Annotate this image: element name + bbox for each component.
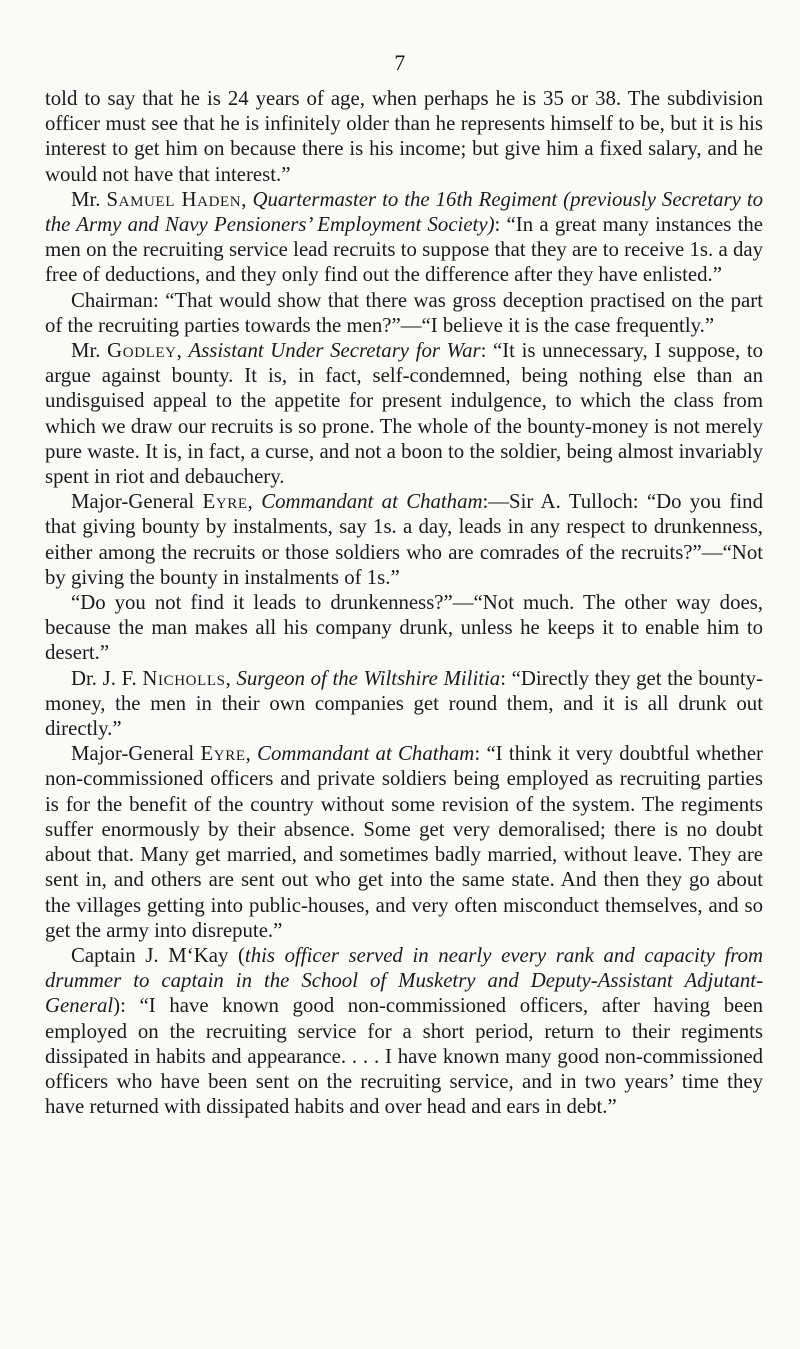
speaker-name: Samuel Haden — [106, 187, 242, 211]
text-run: , — [247, 490, 262, 514]
speaker-name: Eyre — [202, 490, 248, 514]
page-number: 7 — [394, 50, 406, 75]
paragraph-mckay — [45, 943, 763, 1119]
paragraph-nicholls — [45, 666, 763, 742]
text-run: , — [176, 339, 189, 363]
quotation-text: : “It is unnecessary, I suppose, to argue against bounty. It is, in fact, self-condemned, being nothing else than an undisguised appeal to the appetite for present indulgence, to which the class from which we draw our recruits is so prone. The whole of the bounty-money is not merely pure waste. It is, in fact, a curse, and not a boon to the soldier, being almost invariably spent in riot and debauchery. — [45, 339, 764, 489]
paragraph-chairman — [45, 288, 763, 338]
text-run: Major-General — [71, 742, 201, 766]
quotation-text: :—Sir A. Tulloch: “Do you find that giving bounty by instalments, say 1s. a day, leads in any respect to drunkenness, either among the recruits or those soldiers who are comrades of the recruits?”—“Not by giving the bounty in instalments of 1s.” — [45, 490, 763, 589]
paragraph-haden — [45, 187, 763, 288]
text-run: Mr. — [71, 187, 107, 211]
quotation-text: Chairman: “That would show that there was gross deception practised on the part of the recruiting parties towards the men?”—“I believe it is the case frequently.” — [45, 288, 763, 337]
speaker-name: Godley — [107, 339, 177, 363]
text-run: Major-General — [71, 490, 203, 514]
speaker-note: this officer served in nearly every rank and capacity from drummer to captain in the School of Musketry and Deputy-Assistant Adjutant-General — [45, 943, 763, 1018]
speaker-title: Assistant Under Secretary for War — [188, 339, 481, 363]
paragraph-eyre-recruiting — [45, 741, 763, 943]
text-run: Dr. J. F. — [71, 666, 143, 690]
text-run: , — [245, 742, 258, 766]
text-run: Mr. — [71, 339, 108, 363]
paragraph-continuation — [45, 86, 763, 187]
quotation-text: ): “I have known good non-commissioned officers, after having been employed on the recruiting service for a short period, return to their regiments dissipated in habits and appearance. . . . I have known many good non-commissioned officers who have been sent on the recruiting service, and in two years’ time they have returned with dissipated habits and over head and ears in debt.” — [45, 994, 763, 1119]
speaker-title: Commandant at Chatham — [257, 742, 475, 766]
speaker-name: Eyre — [200, 742, 246, 766]
speaker-title: Quartermaster to the 16th Regiment (previously Secretary to the Army and Navy Pensioners’ Employment Society) — [45, 187, 764, 237]
quotation-text: : “In a great many instances the men on the recruiting service lead recruits to suppose that they are to receive 1s. a day free of deductions, and they only find out the difference after they have enlisted.” — [45, 213, 763, 287]
quotation-text: “Do you not find it leads to drunkenness?”—“Not much. The other way does, because the man makes all his company drunk, unless he keeps it to enable him to desert.” — [45, 591, 763, 665]
speaker-title: Surgeon of the Wiltshire Militia — [236, 666, 501, 690]
paragraph-drunkenness — [45, 590, 763, 666]
paragraph-text: told to say that he is 24 years of age, when perhaps he is 35 or 38. The subdivision officer must see that he is infinitely older than he represents himself to be, but it is his interest to get him on because there is his income; but give him a fixed salary, and he would not have that interest.” — [45, 87, 763, 186]
paragraph-godley — [45, 338, 763, 489]
text-run: Captain J. M‘Kay ( — [71, 943, 245, 967]
text-run: , — [241, 187, 253, 211]
paragraph-eyre-tulloch — [45, 489, 763, 590]
quotation-text: : “I think it very doubtful whether non-commissioned officers and private soldiers being employed as recruiting parties is for the benefit of the country without some revision of the system. The regiments suffer enormously by their absence. Some get very demoralised; there is no doubt about that. Many get married, and sometimes badly married, without leave. They are sent in, and others are sent out who get into the same state. And then they go about the villages getting into public-houses, and very often misconduct themselves, and so get the army into disrepute.” — [45, 742, 763, 942]
quotation-text: : “Directly they get the bounty-money, the men in their own companies get round them, and it is all drunk out directly.” — [45, 666, 763, 741]
body-text — [45, 86, 763, 1119]
text-run: , — [225, 666, 237, 690]
speaker-name: Nicholls — [142, 666, 226, 690]
speaker-title: Commandant at Chatham — [261, 490, 483, 514]
